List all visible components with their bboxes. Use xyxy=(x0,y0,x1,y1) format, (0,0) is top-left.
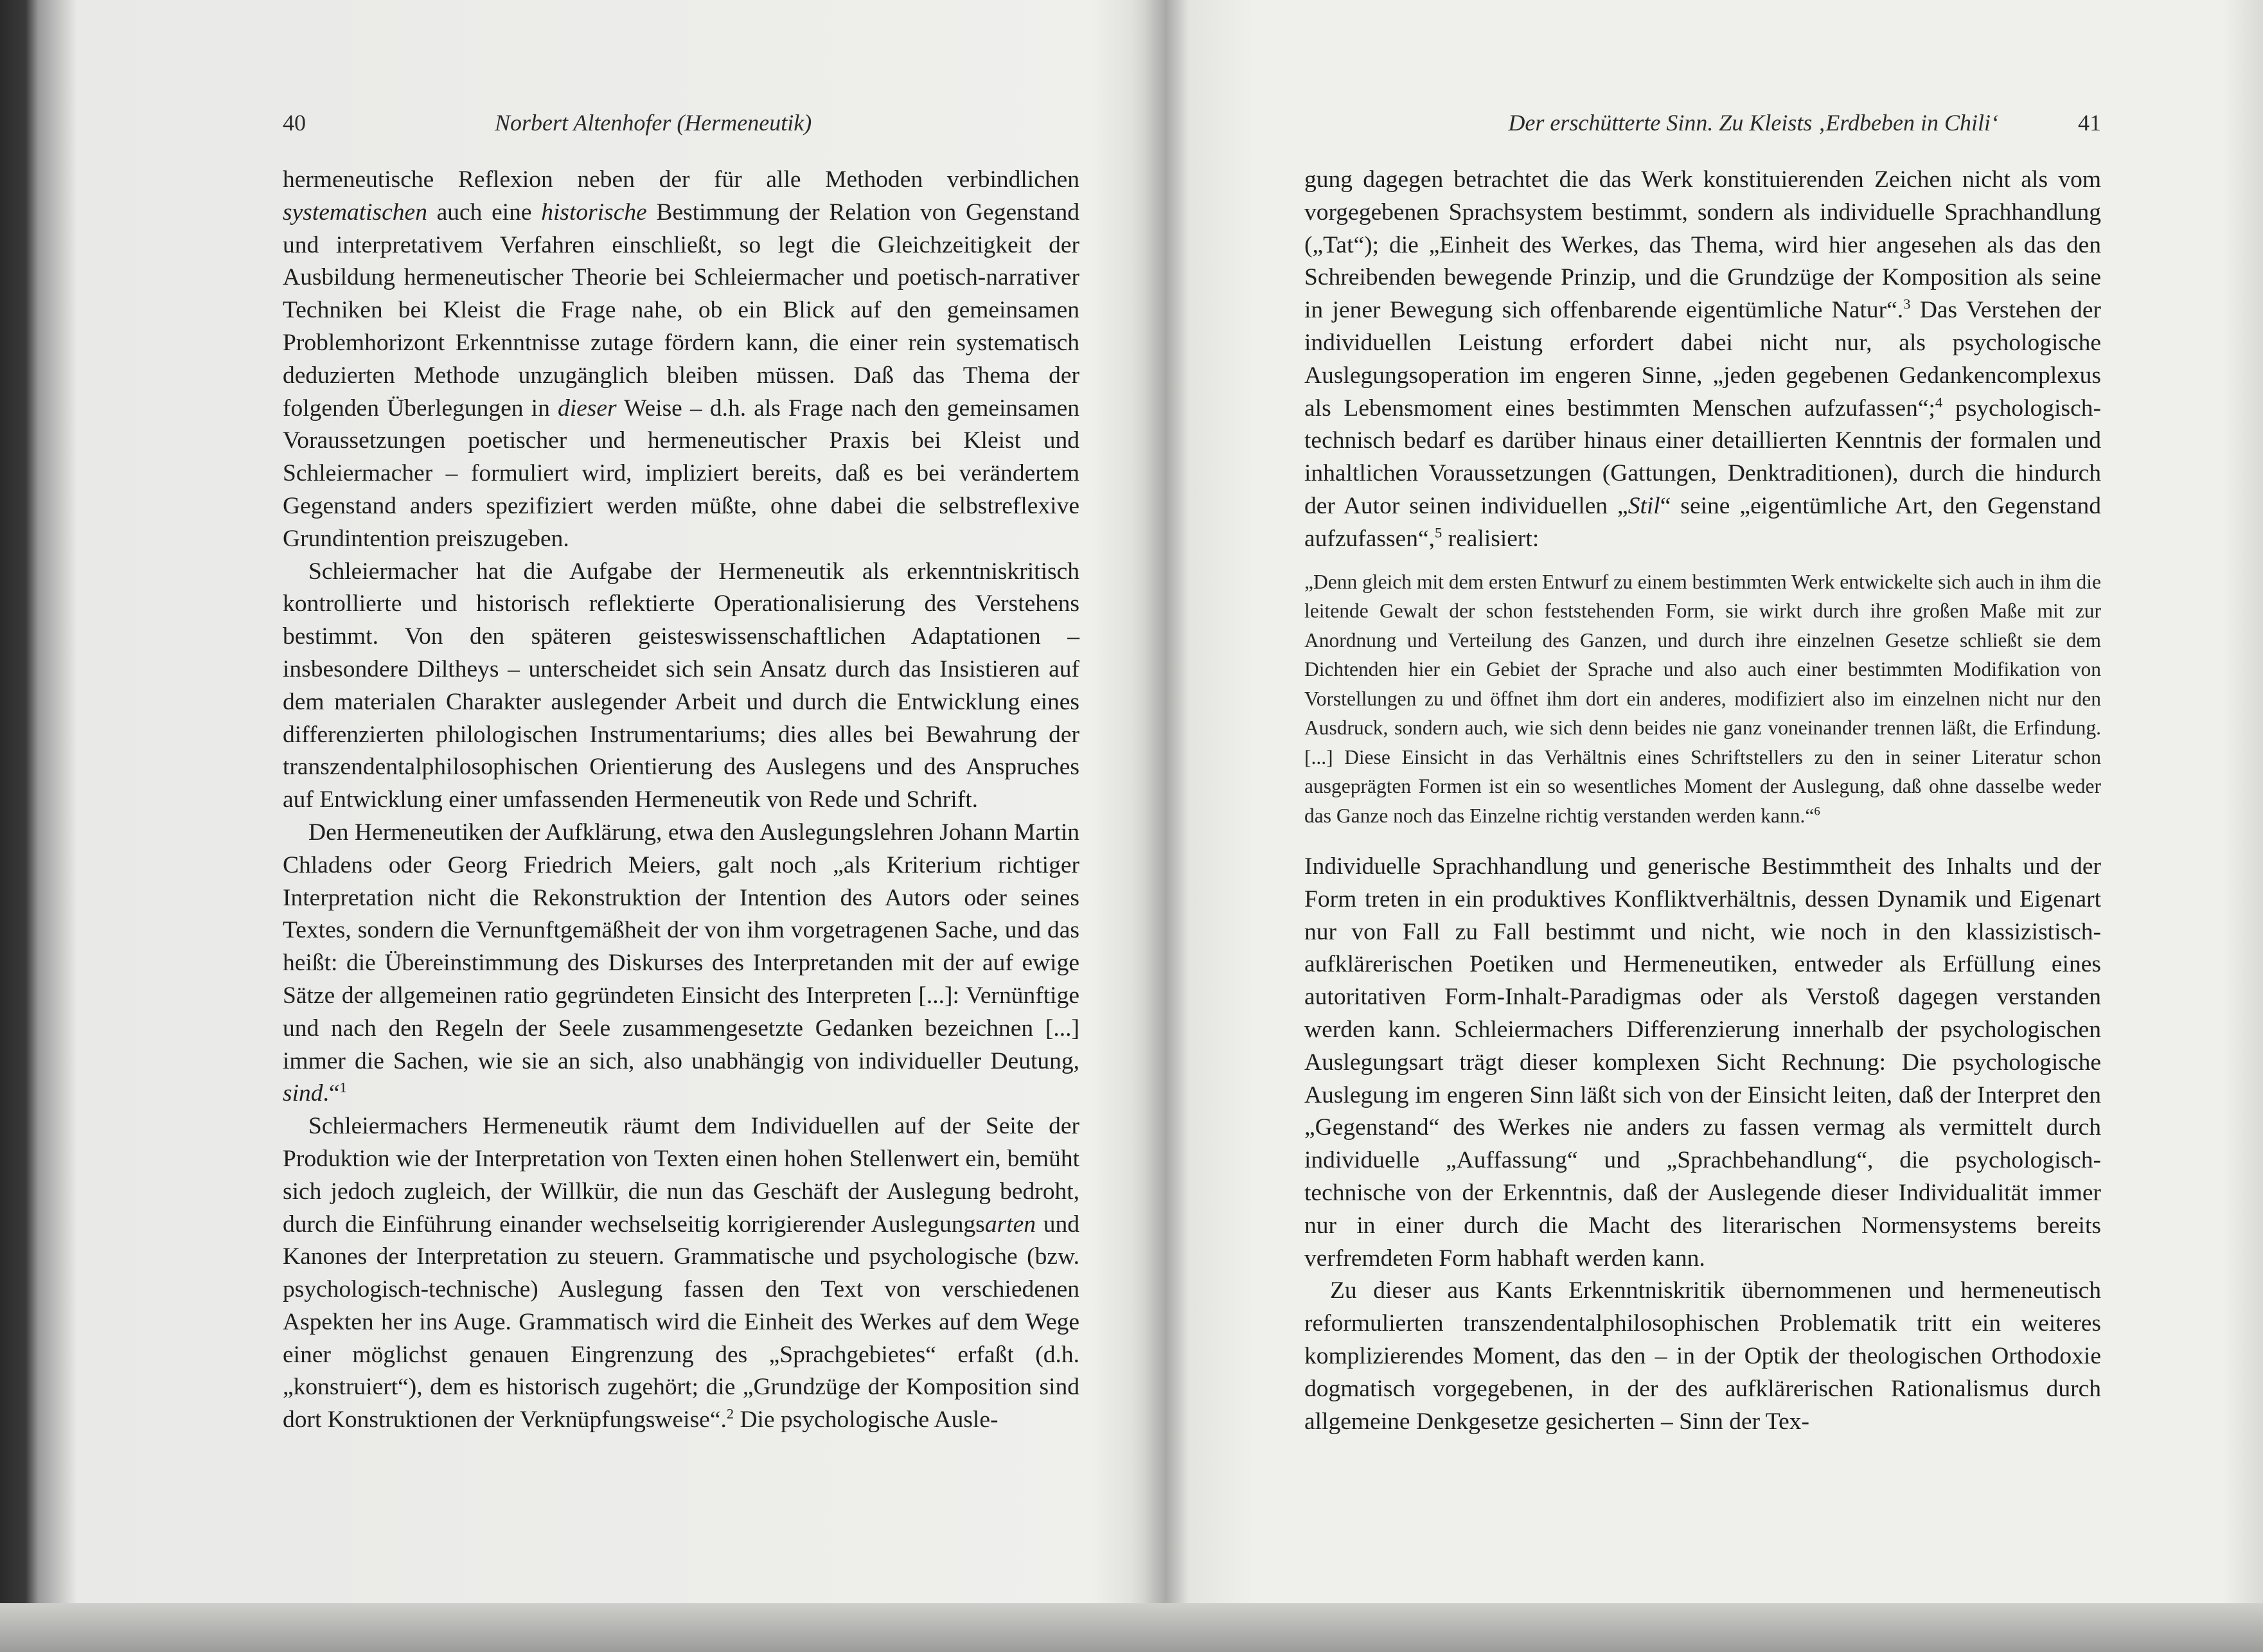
text-run: „Denn gleich mit dem ersten Entwurf zu einem bestimmten Werk entwickelte sich auch in ihm die leitende Gewalt der schon feststehenden Form, sie wirkt durch ihre großen Maße mit zur Anordnung und Verteilung des Ganzen, und durch ihre einzelnen Gesetze schließt sie dem Dichtenden hier ein Gebiet der Sprache und also auch einer bestimmten Modifikation von Vorstellungen zu und öffnet ihm dort ein anderes, modifiziert also im einzelnen nicht nur den Ausdruck, sondern auch, wie sich denn beides nie ganz voneinander trennen läßt, die Erfindung. [...] Diese Einsicht in das Verhältnis eines Schriftstellers zu den in seiner Literatur schon ausgeprägten Formen ist ein so wesentliches Moment der Auslegung, daß ohne dasselbe weder das Ganze noch das Einzelne richtig verstanden werden kann.“ xyxy=(1304,570,2101,827)
text-run: realisiert: xyxy=(1442,525,1540,552)
footnote-marker: 1 xyxy=(339,1079,347,1096)
running-head-title: Norbert Altenhofer (Hermeneutik) xyxy=(495,110,812,136)
emphasis: historische xyxy=(541,199,647,226)
text-run: auch eine xyxy=(427,199,542,226)
paragraph xyxy=(283,1110,1079,1437)
text-run: Die psychologische Ausle- xyxy=(734,1407,998,1434)
text-run: hermeneutische Reflexion neben der für alle Methoden verbindlichen xyxy=(283,166,1079,193)
emphasis: arten xyxy=(984,1211,1036,1238)
text-run: Schleiermacher hat die Aufgabe der Hermeneutik als erkenntniskritisch kontrollierte und historisch reflektierte Operationalisierung des Verstehens bestimmt. Von den späteren geisteswissenschaftlichen Adaptationen – insbesondere Diltheys – unterscheidet sich sein Ansatz durch das Insistieren auf dem materialen Charakter auslegender Arbeit und durch die Entwicklung eines differenzierten philologischen Instrumentariums; dies alles bei Bewahrung der transzendentalphilosophischen Orientierung des Auslegens und des Anspruches auf Entwicklung einer umfassenden Hermeneutik von Rede und Schrift. xyxy=(283,558,1079,813)
text-run: psychologisch-technisch bedarf es darüber hinaus einer detaillierten Kenntnis der formalen und inhaltlichen Voraussetzungen (Gattungen, Denktraditionen), durch die hindurch der Autor seinen individuellen „ xyxy=(1304,395,2101,519)
left-body-text xyxy=(283,164,1079,1437)
right-paragraphs-after xyxy=(1304,851,2101,1438)
book-gutter xyxy=(1131,0,1189,1603)
left-running-head xyxy=(283,109,1079,148)
right-running-head xyxy=(1304,109,2101,148)
running-head-title: Der erschütterte Sinn. Zu Kleists ‚Erdbeben in Chili‘ xyxy=(1508,110,1998,136)
page-number: 41 xyxy=(2078,110,2101,136)
text-run: Schleiermachers Hermeneutik räumt dem Individuellen auf der Seite der Produktion wie der Interpretation von Texten einen hohen Stellenwert ein, bemüht sich jedoch zugleich, der Willkür, die nun das Geschäft der Auslegung bedroht, durch die Einführung einander wechselseitig korrigierender Auslegungs xyxy=(283,1113,1079,1238)
paragraph xyxy=(1304,851,2101,1275)
footnote-marker: 3 xyxy=(1903,296,1911,312)
left-page xyxy=(283,0,1079,1603)
right-body-text xyxy=(1304,164,2101,1438)
emphasis: dieser xyxy=(557,395,617,422)
emphasis: sind xyxy=(283,1080,323,1107)
page-number: 40 xyxy=(283,110,306,136)
paragraph xyxy=(1304,1275,2101,1438)
text-run: und Kanones der Interpretation zu steuern. Grammatische und psychologische (bzw. psychologisch-technische) Auslegung fassen den Text von verschiedenen Aspekten her ins Auge. Grammatisch wird die Einheit des Werkes auf dem Wege einer möglichst genauen Eingrenzung des „Sprachgebietes“ erfaßt (d.h. „konstruiert“), dem es historisch zugehört; die „Grundzüge der Komposition sind dort Konstruktionen der Verknüpfungsweise“. xyxy=(283,1211,1080,1434)
text-run: Das Verstehen der individuellen Leistung erfordert dabei nicht nur, als psychologische Auslegungsoperation im engeren Sinne, „jeden gegebenen Gedankencomplexus als Lebensmoment eines bestimmten Menschen aufzufassen“; xyxy=(1304,297,2101,422)
paragraph xyxy=(283,556,1079,817)
right-paragraphs-before xyxy=(1304,164,2101,556)
paragraph xyxy=(283,164,1079,556)
text-run: Bestimmung der Relation von Gegenstand und interpretativem Verfahren einschließt, so legt die Gleichzeitigkeit der Ausbildung hermeneutischer Theorie bei Schleiermacher und poetisch-narrativer Techniken bei Kleist die Frage nahe, ob ein Blick auf den gemeinsamen Problemhorizont Erkenntnisse zutage fördern kann, die einer rein systematisch deduzierten Methode unzugänglich bleiben müssen. Daß das Thema der folgenden Überlegungen in xyxy=(283,199,1080,422)
emphasis: Stil xyxy=(1628,492,1660,519)
footnote-marker: 6 xyxy=(1814,804,1820,819)
footnote-marker: 2 xyxy=(726,1405,734,1422)
text-run: Individuelle Sprachhandlung und generische Bestimmtheit des Inhalts und der Form treten in ein produktives Konfliktverhältnis, dessen Dynamik und Eigenart nur von Fall zu Fall bestimmt und nicht, wie noch in den klassizistisch-aufklärerischen Poetiken und Hermeneutiken, entweder als Erfüllung eines autoritativen Form-Inhalt-Paradigmas oder als Verstoß dagegen verstanden werden kann. Schleiermachers Differenzierung innerhalb der psychologischen Auslegungsart trägt dieser komplexen Sicht Rechnung: Die psychologische Auslegung im engeren Sinn läßt sich von der Einsicht leiten, daß der Interpret den „Gegenstand“ des Werkes nie anders zu fassen vermag als vermittelt durch individuelle „Auffassung“ und „Sprachbehandlung“, die psychologisch-technische von der Erkenntnis, daß der Auslegende dieser Individualität immer nur in einer durch die Macht des literarischen Normensystems bereits verfremdeten Form habhaft werden kann. xyxy=(1304,853,2101,1272)
paragraph xyxy=(283,817,1079,1110)
block-quote xyxy=(1304,567,2101,831)
emphasis: systematischen xyxy=(283,199,427,226)
text-run: Weise – d.h. als Frage nach den gemeinsamen Voraussetzungen poetischer und hermeneutischer Praxis bei Kleist und Schleiermacher – formuliert wird, impliziert bereits, daß es bei verändertem Gegenstand anders spezifiziert werden müßte, ohne dabei die selbstreflexive Grundintention preiszugeben. xyxy=(283,395,1079,552)
footnote-marker: 5 xyxy=(1435,524,1442,541)
text-run: .“ xyxy=(323,1080,340,1107)
text-run: “ seine „eigentümliche Art, den Gegenstand aufzufassen“, xyxy=(1304,492,2101,552)
quote-paragraph xyxy=(1304,567,2101,831)
footnote-marker: 4 xyxy=(1935,394,1943,411)
text-run: Den Hermeneutiken der Aufklärung, etwa den Auslegungslehren Johann Martin Chladens oder Georg Friedrich Meiers, galt noch „als Kriterium richtiger Interpretation nicht die Rekonstruktion der Intention des Autors oder seines Textes, sondern die Vernunftgemäßheit der von ihm vorgetragenen Sache, und das heißt: die Übereinstimmung des Diskurses des Interpretanden mit der auf ewige Sätze der allgemeinen ratio gegründeten Einsicht des Interpreten [...]: Vernünftige und nach den Regeln der Seele zusammengesetzte Gedanken bezeichnen [...] immer die Sachen, wie sie an sich, also unabhängig von individueller Deutung, xyxy=(283,819,1079,1074)
text-run: Zu dieser aus Kants Erkenntniskritik übernommenen und hermeneutisch reformulierten transzendentalphilosophischen Problematik tritt ein weiteres komplizierendes Moment, das den – in der Optik der theologischen Orthodoxie dogmatisch vorgegebenen, in der des aufklärerischen Rationalismus durch allgemeine Denkgesetze gesicherten – Sinn der Tex- xyxy=(1304,1277,2101,1435)
right-page xyxy=(1304,0,2101,1603)
paragraph xyxy=(1304,164,2101,556)
text-run: gung dagegen betrachtet die das Werk konstituierenden Zeichen nicht als vom vorgegebenen Sprachsystem bestimmt, sondern als individuelle Sprachhandlung („Tat“); die „Einheit des Werkes, das Thema, wird hier angesehen als das den Schreibenden bewegende Prinzip, und die Grundzüge der Komposition als seine in jener Bewegung sich offenbarende eigentümliche Natur“. xyxy=(1304,166,2101,324)
scan-bottom-edge xyxy=(0,1603,2263,1652)
